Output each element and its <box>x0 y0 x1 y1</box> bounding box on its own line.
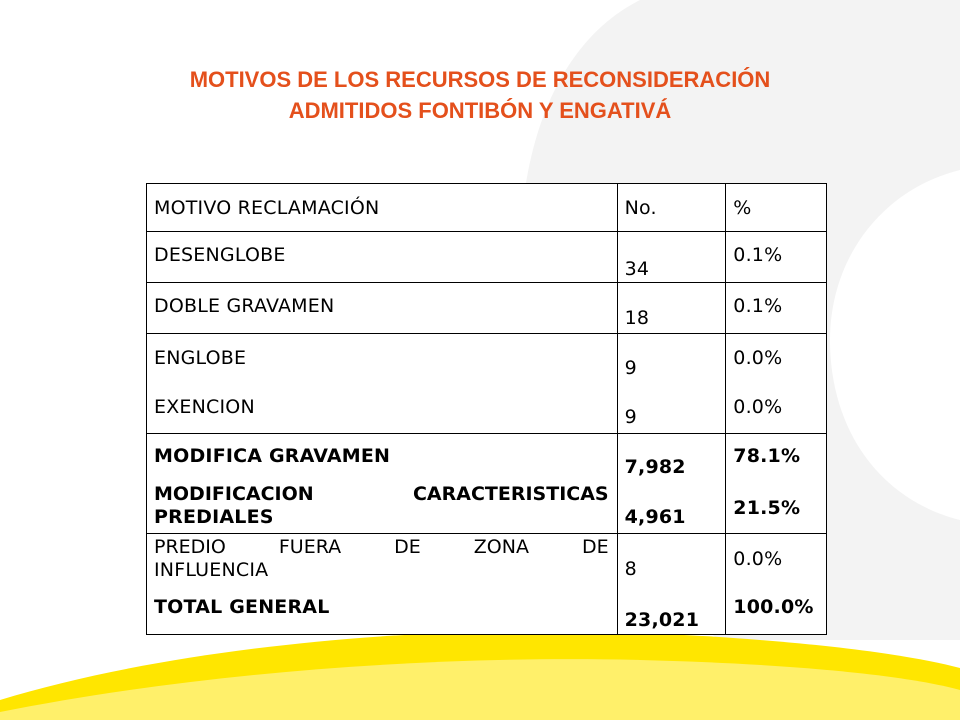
row-doble-gravamen-no: 18 <box>624 307 650 329</box>
word: MODIFICACION <box>154 483 314 505</box>
row-desenglobe-motivo: DESENGLOBE <box>154 244 286 266</box>
pct-cell <box>726 434 827 534</box>
title-line-1: MOTIVOS DE LOS RECURSOS DE RECONSIDERACIÓN <box>189 67 771 92</box>
row-modificacion-caracteristicas-line1 <box>154 483 609 505</box>
row-doble-gravamen-pct: 0.1% <box>733 295 783 317</box>
no-cell <box>617 283 726 334</box>
word: DE <box>581 536 609 558</box>
row-predio-fuera-line1 <box>154 536 609 558</box>
word: PREDIO <box>154 536 226 558</box>
row-modifica-gravamen-no: 7,982 <box>624 456 686 478</box>
row-total-general-motivo: TOTAL GENERAL <box>154 596 330 618</box>
row-doble-gravamen-motivo: DOBLE GRAVAMEN <box>154 295 335 317</box>
header-motivo-cell <box>147 184 618 232</box>
table-row <box>147 334 827 434</box>
row-total-general-pct: 100.0% <box>733 596 814 618</box>
word: ZONA <box>473 536 529 558</box>
word: DE <box>394 536 421 558</box>
row-predio-fuera-pct: 0.0% <box>733 548 783 570</box>
motivo-cell <box>147 534 618 635</box>
table-row <box>147 232 827 283</box>
pct-cell <box>726 534 827 635</box>
row-modifica-gravamen-motivo: MODIFICA GRAVAMEN <box>154 445 391 467</box>
row-desenglobe-pct: 0.1% <box>733 244 783 266</box>
title-line-2: ADMITIDOS FONTIBÓN Y ENGATIVÁ <box>288 98 672 123</box>
table-row <box>147 434 827 534</box>
motivo-cell <box>147 232 618 283</box>
row-modificacion-caracteristicas-line2: PREDIALES <box>154 506 274 528</box>
row-modificacion-caracteristicas-pct: 21.5% <box>733 497 801 519</box>
row-predio-fuera-no: 8 <box>624 558 637 580</box>
pct-cell <box>726 283 827 334</box>
pct-cell <box>726 334 827 434</box>
row-modifica-gravamen-pct: 78.1% <box>733 445 801 467</box>
header-pct: % <box>733 197 752 219</box>
row-englobe-pct: 0.0% <box>733 347 783 369</box>
header-no-cell <box>617 184 726 232</box>
row-exencion-pct: 0.0% <box>733 396 783 418</box>
row-total-general-no: 23,021 <box>624 609 700 631</box>
no-cell <box>617 534 726 635</box>
row-englobe-motivo: ENGLOBE <box>154 347 247 369</box>
row-desenglobe-no: 34 <box>624 258 650 280</box>
no-cell <box>617 232 726 283</box>
no-cell <box>617 334 726 434</box>
page-title <box>60 64 900 126</box>
no-cell <box>617 434 726 534</box>
motivo-cell <box>147 283 618 334</box>
motivo-cell <box>147 434 618 534</box>
table-header-row <box>147 184 827 232</box>
header-motivo: MOTIVO RECLAMACIÓN <box>154 197 380 219</box>
header-no: No. <box>624 197 657 219</box>
row-modificacion-caracteristicas-no: 4,961 <box>624 506 686 528</box>
row-exencion-motivo: EXENCION <box>154 396 255 418</box>
row-englobe-no: 9 <box>624 357 637 379</box>
row-exencion-no: 9 <box>624 406 637 428</box>
table-row <box>147 534 827 635</box>
pct-cell <box>726 232 827 283</box>
reasons-table <box>146 183 827 635</box>
header-pct-cell <box>726 184 827 232</box>
motivo-cell <box>147 334 618 434</box>
table-row <box>147 283 827 334</box>
row-predio-fuera-line2: INFLUENCIA <box>154 559 269 581</box>
word: CARACTERISTICAS <box>412 483 609 505</box>
word: FUERA <box>278 536 342 558</box>
